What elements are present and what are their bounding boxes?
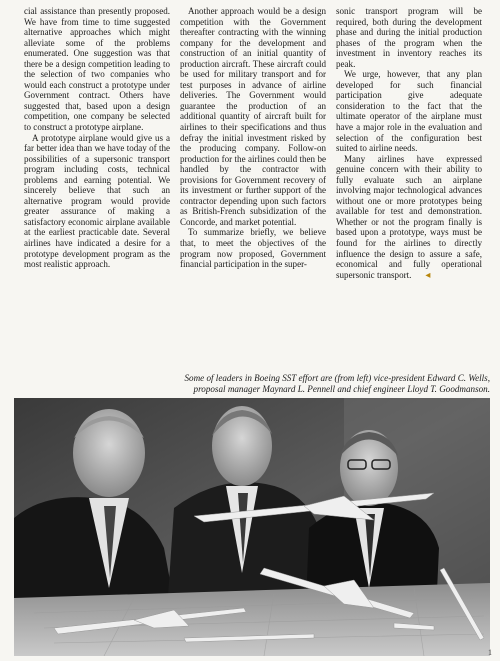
col3-paragraph-2: We urge, however, that any plan developed for such financial participation give adequate consideration to the fact that the ultimate operator of the airplane must have a major role in the evaluation and selection of the configuration best suited to airline needs. bbox=[336, 69, 482, 154]
article-end-mark-icon: ◂ bbox=[425, 269, 431, 281]
sst-leaders-photo bbox=[14, 398, 490, 656]
photo-illustration bbox=[14, 398, 490, 656]
photo-caption bbox=[150, 373, 490, 395]
col3-paragraph-3 bbox=[336, 154, 482, 282]
article-columns bbox=[24, 6, 482, 356]
col2-paragraph-1: Another approach would be a design competition with the Government thereafter contracting with the winning company for the development and construction of an initial quantity of production aircraft. These aircraft could be used for military transport and for test purposes in advance of airline deliveries. The Government would guarantee the production of an additional quantity of aircraft built for airlines to their specifications and thus defray the initial investment risked by the producing company. Follow-on production for the airlines could then be handled by the contractor with provisions for Government recovery of its investment or further support of the contractor depending upon such factors as British-French subsidization of the Concorde, and market potential. bbox=[180, 6, 326, 227]
article-column-3 bbox=[336, 6, 482, 356]
article-column-2 bbox=[180, 6, 326, 356]
col3-paragraph-1: sonic transport program will be required, both during the development phase and during the initial production phases of the program when the investment in inventory reaches its peak. bbox=[336, 6, 482, 69]
col2-paragraph-2: To summarize briefly, we believe that, to meet the objectives of the program now proposed, Government financial participation in the super- bbox=[180, 227, 326, 270]
col3-paragraph-3-text: Many airlines have expressed genuine concern with their ability to fully evaluate such an airplane involving major technological advances without one or more prototypes being available for test and demonstration. Whether or not the program finally is based upon a prototype, ways must be found for the airlines to directly influence the design to assure a safe, economical and fully operational supersonic transport. bbox=[336, 153, 482, 280]
caption-line-2: proposal manager Maynard L. Pennell and chief engineer Lloyd T. Goodmanson. bbox=[193, 384, 490, 394]
caption-line-1: Some of leaders in Boeing SST effort are (from left) vice-president Edward C. Wells, bbox=[184, 373, 490, 383]
col1-paragraph-1: cial assistance than presently proposed. We have from time to time suggested alternative approaches which might alleviate some of the problems enumerated. One suggestion was that there be a design competition leading to the selection of two companies who would each construct a prototype under Government contract. Others have suggested that, based upon a design competition, one company be selected to construct a prototype airplane. bbox=[24, 6, 170, 133]
page-number: 1 bbox=[488, 648, 492, 657]
col1-paragraph-2: A prototype airplane would give us a far better idea than we have today of the possibilities of a supersonic transport program including costs, technical problems and earning potential. We sincerely believe that such an alternative program would provide greater assurance of making a satisfactory economic airplane available at the earliest practicable date. Several airlines have indicated a desire for a prototype development program as the most realistic approach. bbox=[24, 132, 170, 270]
article-column-1 bbox=[24, 6, 170, 356]
